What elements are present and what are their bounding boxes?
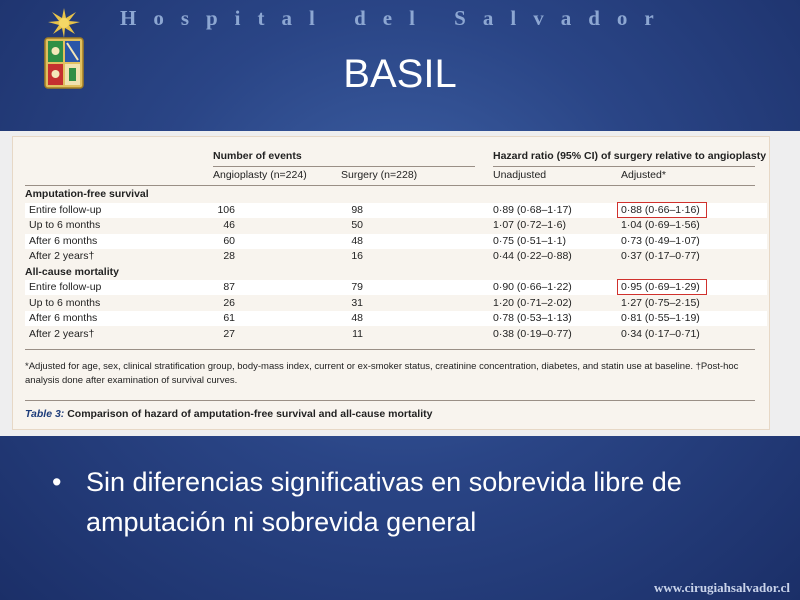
cell-angioplasty: 61 <box>223 312 235 324</box>
highlight-box <box>617 202 707 218</box>
bottom-rule <box>25 349 755 350</box>
cell-adjusted: 0·95 (0·69–1·29) <box>621 281 700 293</box>
cell-adjusted: 0·81 (0·55–1·19) <box>621 312 700 324</box>
cell-label: Entire follow-up <box>29 203 102 216</box>
table-panel <box>0 131 800 436</box>
bullet-text: Sin diferencias significativas en sobrevida libre de amputación ni sobrevida general <box>86 467 682 537</box>
hospital-name: Hospital del Salvador <box>120 6 671 30</box>
section-header: Amputation-free survival <box>25 188 149 200</box>
cell-angioplasty: 26 <box>223 296 235 309</box>
cell-unadjusted: 0·90 (0·66–1·22) <box>493 281 572 293</box>
cell-surgery: 16 <box>351 250 363 262</box>
header-rule <box>25 185 755 186</box>
column-header-surgery: Surgery (n=228) <box>341 169 418 181</box>
cell-angioplasty: 60 <box>223 234 235 247</box>
column-header-unadjusted: Unadjusted <box>493 169 547 181</box>
group-header-events: Number of events <box>213 150 302 162</box>
cell-angioplasty: 46 <box>223 219 235 231</box>
group-rule-events <box>213 166 475 167</box>
cell-label: Up to 6 months <box>29 296 101 309</box>
cell-unadjusted: 0·75 (0·51–1·1) <box>493 234 566 247</box>
slide-title: BASIL <box>343 52 457 96</box>
cell-label: After 6 months <box>29 234 98 247</box>
table-caption-label: Table 3: <box>25 408 65 420</box>
cell-surgery: 79 <box>351 281 363 293</box>
table-caption-text: Comparison of hazard of amputation-free survival and all-cause mortality <box>67 408 433 420</box>
column-header-angioplasty: Angioplasty (n=224) <box>213 169 307 181</box>
cell-label: Up to 6 months <box>29 219 101 231</box>
cell-unadjusted: 0·78 (0·53–1·13) <box>493 312 572 324</box>
table-footnote: *Adjusted for age, sex, clinical stratification group, body-mass index, current or ex-smoker status, creatinine concentration, diabetes, and statin use at baseline. †Post-hoc analysis done after examination of survival curves. <box>25 361 739 386</box>
website-url: www.cirugiahsalvador.cl <box>653 580 790 595</box>
highlight-box <box>617 279 707 295</box>
cell-adjusted: 0·34 (0·17–0·71) <box>621 327 700 340</box>
bullet-dot-icon: • <box>52 467 62 497</box>
group-rule-hazard <box>493 166 755 167</box>
table-caption <box>25 407 432 422</box>
cell-adjusted: 0·88 (0·66–1·16) <box>621 203 700 216</box>
cell-adjusted: 1·04 (0·69–1·56) <box>621 219 700 231</box>
cell-angioplasty: 27 <box>223 327 235 340</box>
cell-surgery: 98 <box>351 203 363 216</box>
cell-angioplasty: 87 <box>223 281 235 293</box>
cell-label: Entire follow-up <box>29 281 102 293</box>
section-header: All-cause mortality <box>25 265 119 278</box>
cell-adjusted: 0·37 (0·17–0·77) <box>621 250 700 262</box>
cell-label: After 6 months <box>29 312 98 324</box>
cell-label: After 2 years† <box>29 327 95 340</box>
cell-unadjusted: 0·44 (0·22–0·88) <box>493 250 572 262</box>
results-table <box>12 136 770 430</box>
cell-surgery: 50 <box>351 219 363 231</box>
cell-surgery: 11 <box>352 327 363 340</box>
cell-angioplasty: 106 <box>217 203 235 216</box>
cell-label: After 2 years† <box>29 250 95 262</box>
caption-rule <box>25 400 755 401</box>
cell-unadjusted: 0·89 (0·68–1·17) <box>493 203 572 216</box>
cell-surgery: 31 <box>351 296 363 309</box>
cell-surgery: 48 <box>351 312 363 324</box>
cell-angioplasty: 28 <box>223 250 235 262</box>
group-header-hazard: Hazard ratio (95% CI) of surgery relative to angioplasty <box>493 150 767 162</box>
cell-surgery: 48 <box>351 234 363 247</box>
cell-unadjusted: 1·20 (0·71–2·02) <box>493 296 572 309</box>
cell-unadjusted: 1·07 (0·72–1·6) <box>493 219 566 231</box>
cell-adjusted: 0·73 (0·49–1·07) <box>621 234 700 247</box>
cell-adjusted: 1·27 (0·75–2·15) <box>621 296 700 309</box>
column-header-adjusted: Adjusted* <box>621 169 666 181</box>
cell-unadjusted: 0·38 (0·19–0·77) <box>493 327 572 340</box>
